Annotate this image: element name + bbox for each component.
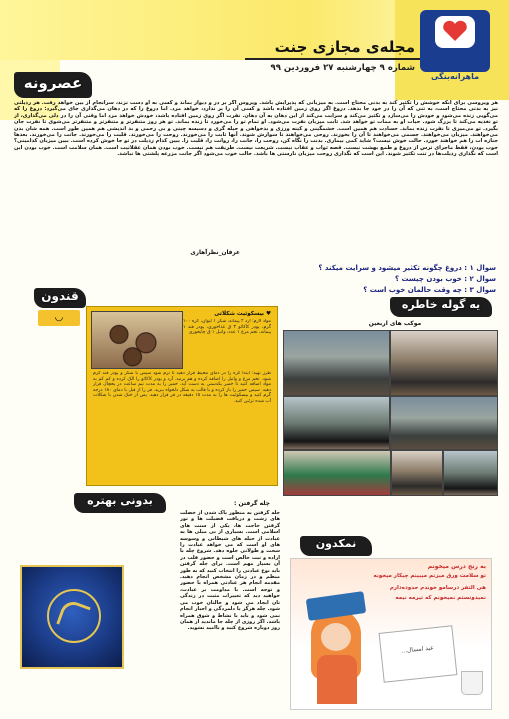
poem-line-1: به رنج درس میخونم [427, 563, 486, 570]
page-title: مجله‌ی مجازی جنت [274, 38, 415, 56]
bedoone-card [20, 565, 124, 669]
question-1: سوال ۱ : دروغ چگونه تکثیر میشود و سرایت میکند ؟ [318, 264, 496, 272]
recipe-ingredients: مواد لازم: آرد ۲ پیمانه، شکر ۱ لیوان، کره ۱۰۰ گرم، پودر کاکائو ۳ ق غذاخوری، پودر قند ۱ پیمانه، تخم مرغ ۱ عدد، وانیل ۱ ق چایخوری [183, 319, 271, 336]
questions-list [300, 263, 496, 296]
memory-photo-6 [391, 450, 443, 496]
recipe-photo [91, 311, 183, 369]
recipe-title: ♥ بیسکوئیت شکلاتی [214, 311, 271, 317]
poem-line-2: تو سلامت ورق میزنم میبینم چیکار میخونه [373, 573, 486, 579]
namakdoon-panel [290, 558, 492, 710]
recipe-box [86, 306, 278, 486]
girl-illustration [303, 589, 373, 704]
poem-line-4: نمیدونستم نمیخونم که تیرمه نیمه [395, 595, 486, 601]
heart-speech-bubble-icon [435, 16, 475, 48]
memory-photo-3 [283, 396, 390, 450]
bedoone-heading: بدونی بهتره [87, 494, 153, 507]
card-text: عید امسال... [400, 644, 435, 655]
title-underline [245, 58, 420, 60]
memory-photo-7 [443, 450, 498, 496]
ghandoon-heading: قندون [41, 289, 79, 303]
mug-icon [461, 671, 483, 695]
namakdoon-heading: نمکدون [315, 537, 357, 550]
bedoone-subtitle: چله گرفتن : [234, 500, 270, 507]
asrooneh-paragraph: هر ویروسی برای آنکه خوشش را تکثیر کند به بدنی محتاج است. به میزبانی که پذیرایش باشد. ویروس اگر بر در و دیوار بماند و کسی به او دست نزند، سرانجام از بین خواهد رفت. هر رذیلتی نیز به بدنی محتاج است، به تنی که آن را در خود جا بدهد. دروغ اگر روی زمین افتاده باشد و کسی آن را بر ندارد، خواهد مرد. اما دروغ را که در دهان می‌گذاری جای می‌گیرد: دروغ را که می‌گویی زنده می‌شود و خودش را می‌سازد و تکثیر می‌کند و سرایت می‌کند از این دهان به آن دهان. نفرت اگر روی زمین افتاده باشد، خودش خواهد مرد اما وقتی آن را در دلی می‌گذاری، از تو تغذیه می‌کند تا بزرگ شود. حیات او به ممات تو خواهد شد. ثابت میزبان نفرت می‌شود. او تمام تو را می‌خورد تا زنده بماند. تو هر روز متنفرتر و متنفرتر و متنفرتر می‌شوی تا نفرت جان بگیرد. تو می‌میری تا نفرت زنده بماند. حسادت هم همین است. خشمگینی و کینه ورزی و بدخواهی و حیله گری و دسیسه چینی و بی رحمی و بد اندیشی هم همین طور است. همه شان بدن می‌خواهند. میزبان می‌خواهند. جسمی می‌خواهند تا آن را بخورند. روحی می‌خواهند تا سوارش شوند. آنها ثابت را می‌خورند. روحت را می‌خورند. قلبت را می‌خورند. جانت را می‌خورند. بعدها جنازه ات را هم خواهند خورد. حالت خوش نیست؟ شاید کمی بیماری. بدنت را نگاه کن، روحت را، جانت را، روانت را، قلبت را. ببین کدام رذیلت در تو جا خوش کرده است. ببین میزبان کدامینی؟ خوب بودن، فقط ماجرای ترس از دروغ و طمع بهشت نیست. قصه ثواب و عقاب نیست. شریعت نیست. طریقت هم نیست. خوب بودن همان عقلانیت است. همان سلامت است. خوب بودن این است که نگذاری رذیلت‌ها در تنت تکثیر شوند. این است که نگذاری روحت میزبان نارستی ها باشد. حالت خوب می‌شود اگر جانت مزرعه پلشتی ها نباشد. [14, 100, 498, 158]
memory-photo-1 [283, 330, 390, 396]
issue-line: شماره ۹ چهارشنبه ۲۷ فروردین ۹۹ [270, 63, 415, 73]
memory-photo-2 [390, 330, 498, 396]
girl-body [317, 655, 357, 704]
yadegar-caption: موکب های اربعین [368, 320, 422, 327]
smiley-icon: ◡ [38, 310, 80, 326]
logo-box [420, 10, 490, 72]
yadegar-heading: یه گوله خاطره [401, 298, 481, 311]
brand-label: ماهرانه‌بنگی [430, 72, 480, 81]
memory-photo-4 [390, 396, 498, 450]
memory-photo-5 [283, 450, 391, 496]
girl-face [321, 623, 351, 651]
handwritten-card [379, 625, 458, 682]
book-on-head [306, 591, 366, 621]
question-3: سوال ۳ : چه وقت حالمان خوب است ؟ [363, 286, 496, 294]
asrooneh-heading: عصرونه [23, 74, 83, 92]
asrooneh-signature: عرفان_نظرآهاری [190, 250, 240, 256]
recipe-method: طرز تهیه: ابتدا کره را در دمای محیط قرار دهید تا نرم شود سپس با شکر و پودر قند کرم شود. تخم مرغ و وانیل را اضافه کرده و هم بزنید. آرد و پودر کاکائو را الک کرده و کم کم به مواد اضافه کنید تا خمیر یکدستی به دست آید. خمیر را به مدت نیم ساعت در یخچال قرار دهید. سپس خمیر را باز کرده و با قالب به شکل دلخواه ببرید. فر را از قبل با دمای ۱۸۰ درجه گرم کنید و بیسکوئیت ها را به مدت ۱۵ دقیقه در فر قرار دهید. پس از خنک شدن با شکلات آب شده تزئین کنید. [93, 371, 271, 404]
poem-line-3: هی التفر درسامو خوندم حدوده‌دارم [389, 585, 486, 591]
bedoone-paragraph: چله گرفتن به منظور پاک شدن از خصلت های زشت و دریافت فضیلت ها و نور گرفتن حاجت ها، یکی از سنت های اسلامی است. بسیاری از بی میلی ها به عبادت از حیله های شیطانی و وسوسه های او است که می خواهد عبادت را سخت و طولانی جلوه دهد. شروع چله با اراده و نیت خالص است و حضور قلب در آن بسیار مهم است. برای چله گرفتن باید نوع عبادتی را انتخاب کنید که به طور منظم و در زمان مشخص انجام دهید. مقدمه انجام هر عبادتی همراه با حضور و توجه است. با مداومت بر عبادت، خواهید دید که تغییرات مثبت در زندگی تان ایجاد می شود و حالتان خوب می شود. چله هرگز با دلمردگی و اجبار انجام نمی شود و باید با نشاط و شوق همراه باشد. اگر روزی از چله جا ماندید از همان روز دوباره شروع کنید و ناامید نشوید. [180, 510, 280, 632]
question-2: سوال ۲ : خوب بودن چیست ؟ [394, 275, 496, 283]
